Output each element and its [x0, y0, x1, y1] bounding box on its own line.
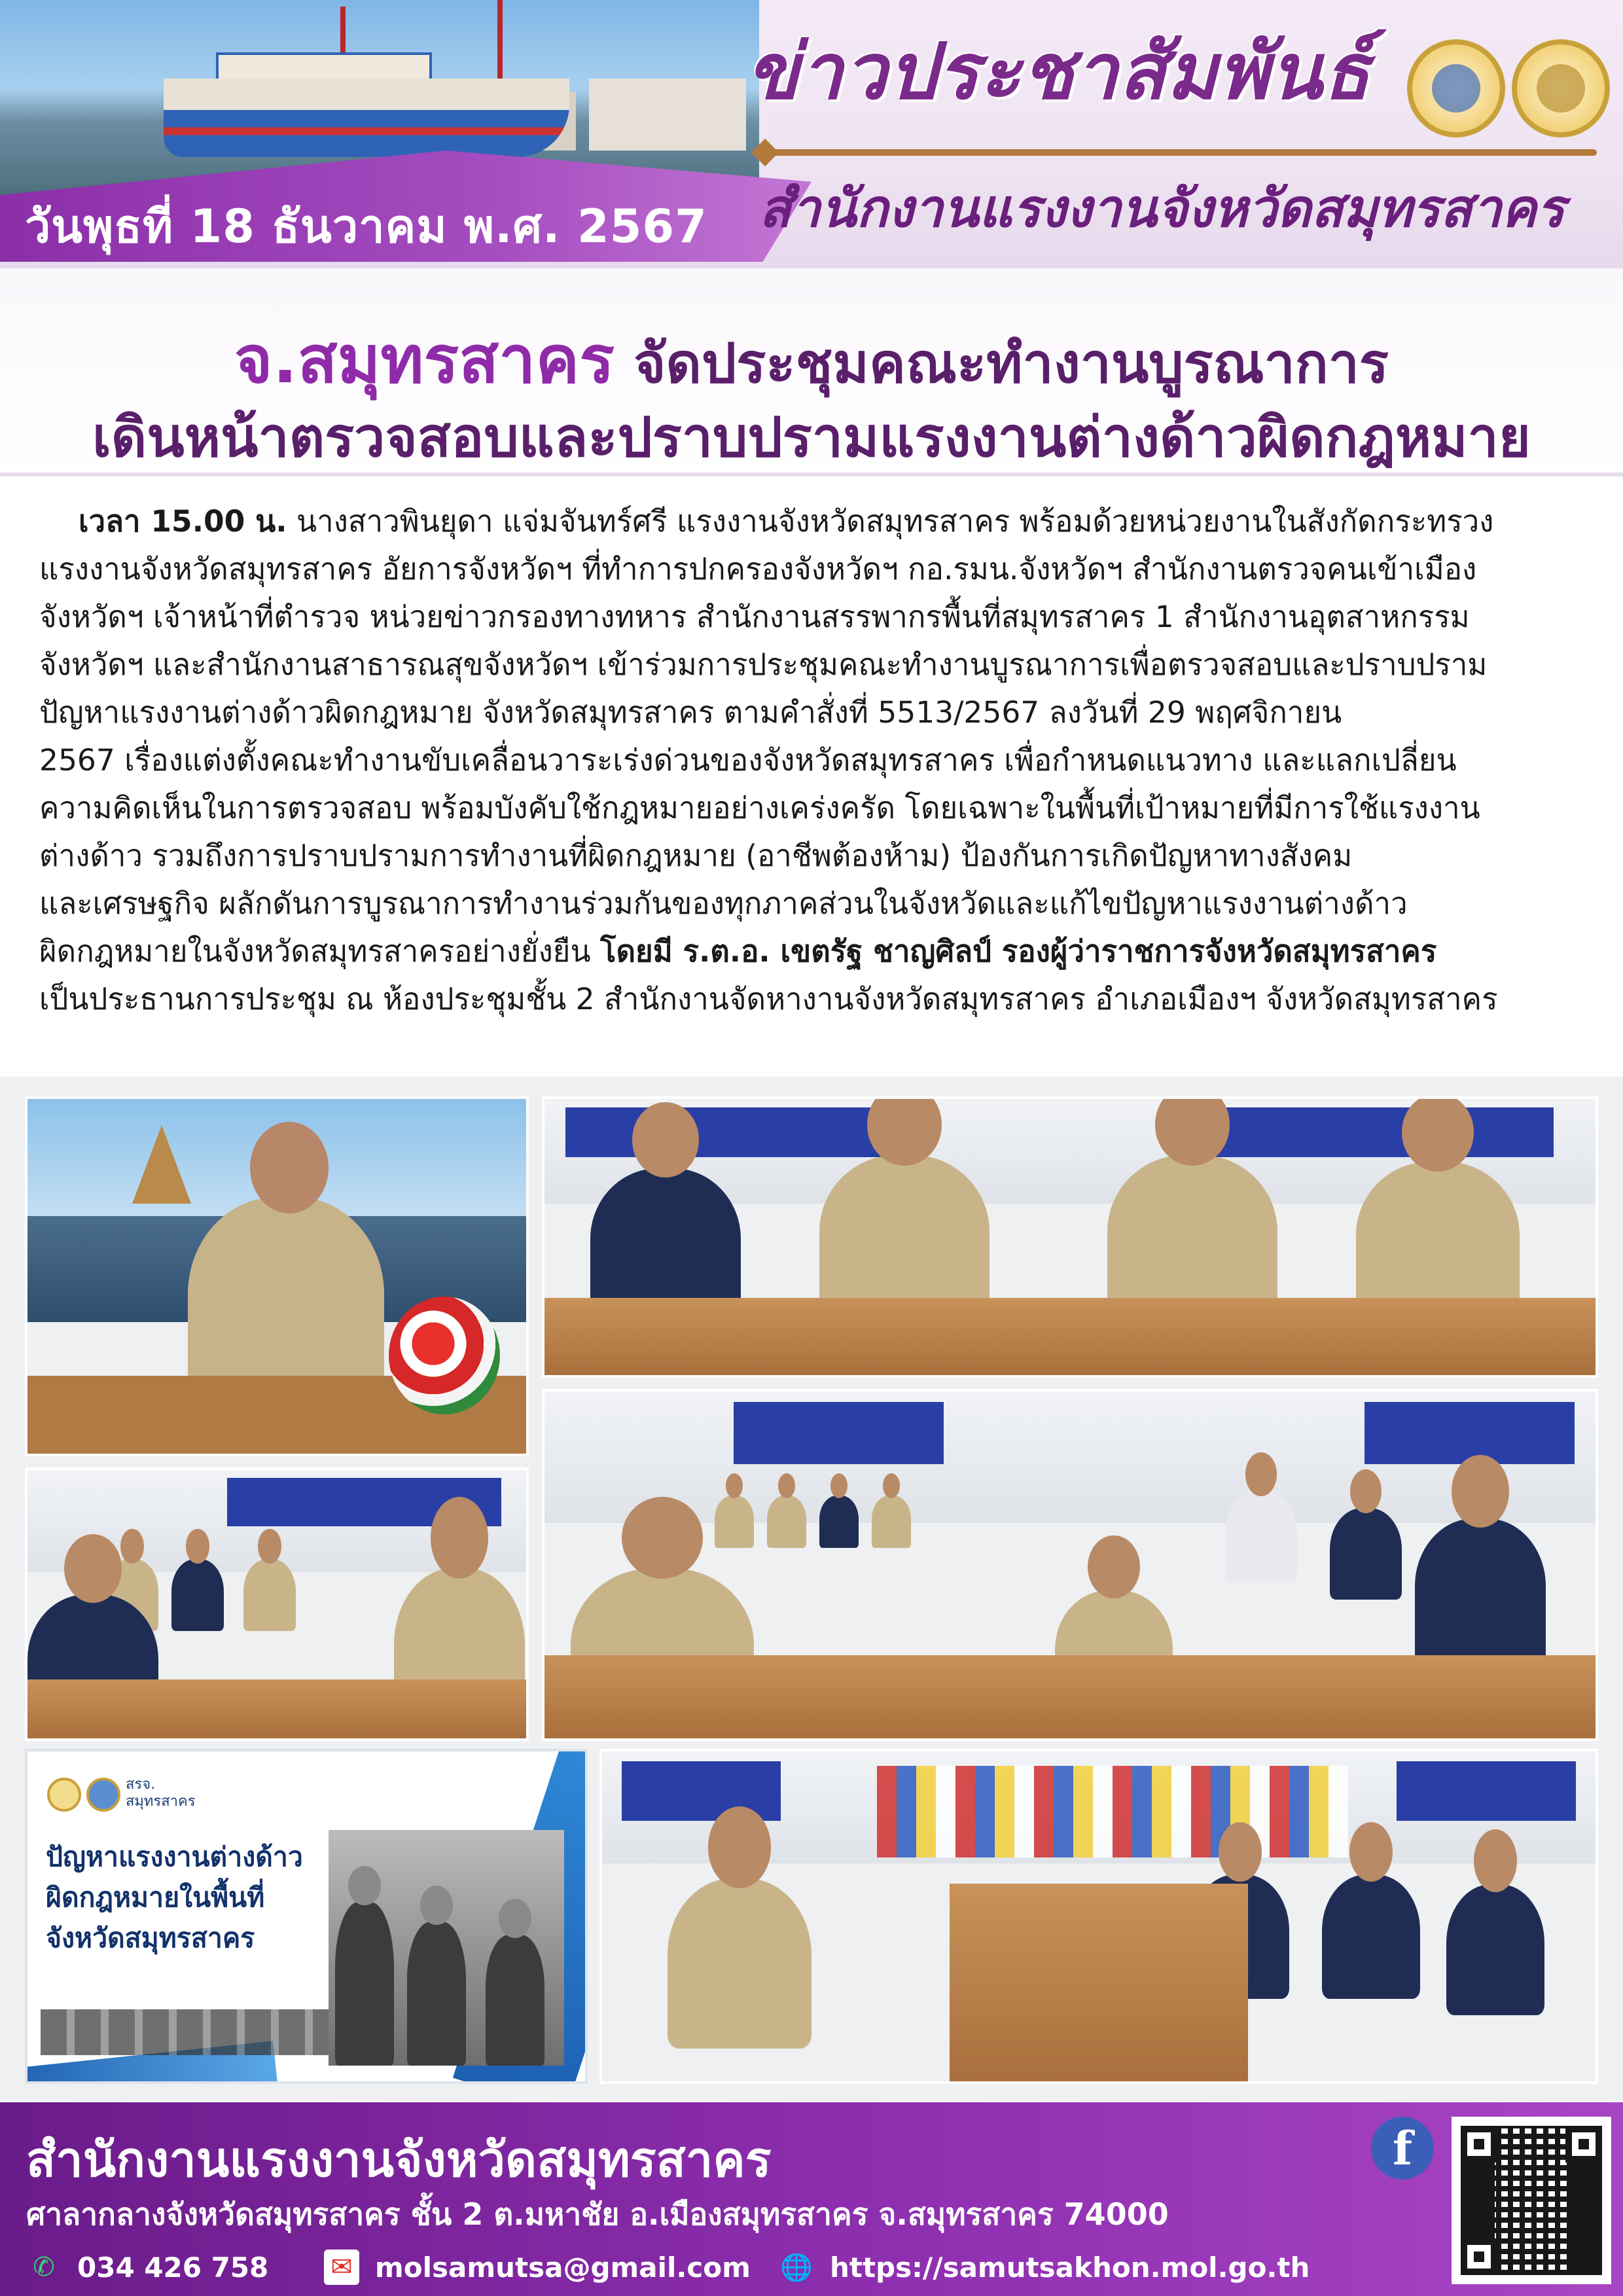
infographic-photo	[329, 1830, 564, 2066]
body-line: เป็นประธานการประชุม ณ ห้องประชุมชั้น 2 สำนักงานจัดหางานจังหวัดสมุทรสาคร อำเภอเมืองฯ จังหวัดสมุทรสาคร	[39, 982, 1498, 1016]
chairperson-name: โดยมี ร.ต.อ. เขตรัฐ ชาญศิลป์ รองผู้ว่าราชการจังหวัดสมุทรสาคร	[600, 934, 1437, 969]
department-seal-icon	[1407, 39, 1505, 137]
body-line: และเศรษฐกิจ ผลักดันการบูรณาการทำงานร่วมกันของทุกภาคส่วนในจังหวัดและแก้ไขปัญหาแรงงานต่างด้าว	[39, 886, 1408, 921]
photo-meeting-room-wide	[542, 1389, 1598, 1741]
website-link[interactable]: https://samutsakhon.mol.go.th	[830, 2251, 1310, 2284]
footer-email[interactable]	[324, 2248, 751, 2287]
body-lead-time: เวลา 15.00 น.	[79, 504, 287, 539]
body-line: ความคิดเห็นในการตรวจสอบ พร้อมบังคับใช้กฎหมายอย่างเคร่งครัด โดยเฉพาะในพื้นที่เป้าหมายที่มีการใช้แรงงาน	[39, 791, 1480, 825]
body-line: จังหวัดฯ เจ้าหน้าที่ตำรวจ หน่วยข่าวกรองทางทหาร สำนักงานสรรพากรพื้นที่สมุทรสาคร 1 สำนักงานอุตสาหกรรม	[39, 600, 1470, 634]
infographic-card	[25, 1749, 588, 2084]
facebook-icon[interactable]: f	[1371, 2117, 1434, 2179]
publish-date: วันพุธที่ 18 ธันวาคม พ.ศ. 2567	[25, 200, 707, 253]
body-line: แรงงานจังหวัดสมุทรสาคร อัยการจังหวัดฯ ที่ทำการปกครองจังหวัดฯ กอ.รมน.จังหวัดฯ สำนักงานตรวจคนเข้าเมือง	[39, 552, 1477, 586]
infographic-org	[126, 1776, 196, 1810]
department-seal-icon	[86, 1778, 120, 1812]
photo-meeting-side-view	[25, 1467, 529, 1741]
province-seal-icon	[47, 1778, 81, 1812]
header-divider	[759, 149, 1597, 156]
infographic-org-line: สรจ.	[126, 1776, 156, 1793]
body-line-text: นางสาวพินยุดา แจ่มจันทร์ศรี แรงงานจังหวัดสมุทรสาคร พร้อมด้วยหน่วยงานในสังกัดกระทรวง	[287, 504, 1494, 539]
office-subtitle: สำนักงานแรงงานจังหวัดสมุทรสาคร	[759, 178, 1565, 239]
infographic-title-line: ปัญหาแรงงานต่างด้าว	[46, 1841, 303, 1873]
body-line	[39, 497, 1584, 545]
infographic-org-line: สมุทรสาคร	[126, 1793, 196, 1810]
mail-icon: ✉	[324, 2250, 359, 2285]
headline-divider	[0, 473, 1623, 476]
infographic-title-line: ผิดกฎหมายในพื้นที่	[46, 1882, 265, 1913]
qr-code-icon[interactable]	[1452, 2117, 1611, 2284]
article-body	[39, 497, 1584, 1023]
infographic-crowd-photo	[41, 2009, 329, 2055]
headline-line-2: เดินหน้าตรวจสอบและปราบปรามแรงงานต่างด้าวผิดกฎหมาย	[92, 405, 1531, 469]
globe-icon: 🌐	[780, 2252, 813, 2283]
photo-chairperson-speaking	[25, 1096, 529, 1456]
body-line: จังหวัดฯ และสำนักงานสาธารณสุขจังหวัดฯ เข้าร่วมการประชุมคณะทำงานบูรณาการเพื่อตรวจสอบและปราบปราม	[39, 647, 1488, 682]
phone-number[interactable]: 034 426 758	[77, 2251, 269, 2284]
footer-org-name: สำนักงานแรงงานจังหวัดสมุทรสาคร	[26, 2132, 772, 2188]
footer-website[interactable]	[779, 2248, 1310, 2287]
infographic-title-line: จังหวัดสมุทรสาคร	[46, 1922, 255, 1954]
body-line: 2567 เรื่องแต่งตั้งคณะทำงานขับเคลื่อนวาระเร่งด่วนของจังหวัดสมุทรสาคร เพื่อกำหนดแนวทาง และแลกเปลี่ยน	[39, 743, 1457, 778]
phone-icon: ✆	[33, 2252, 55, 2282]
email-address[interactable]: molsamutsa@gmail.com	[375, 2251, 751, 2284]
body-line: ต่างด้าว รวมถึงการปราบปรามการทำงานที่ผิดกฎหมาย (อาชีพต้องห้าม) ป้องกันการเกิดปัญหาทางสังคม	[39, 838, 1353, 873]
headline-line-1-text: จัดประชุมคณะทำงานบูรณาการ	[614, 331, 1389, 395]
footer-address: ศาลากลางจังหวัดสมุทรสาคร ชั้น 2 ต.มหาชัย อ.เมืองสมุทรสาคร จ.สมุทรสาคร 74000	[26, 2197, 1169, 2232]
infographic-title	[46, 1837, 334, 1958]
photo-meeting-long-table	[599, 1749, 1598, 2084]
province-seal-icon	[1512, 39, 1610, 137]
photo-officials-at-table	[542, 1096, 1598, 1378]
headline	[0, 268, 1623, 478]
body-line: ปัญหาแรงงานต่างด้าวผิดกฎหมาย จังหวัดสมุทรสาคร ตามคำสั่งที่ 5513/2567 ลงวันที่ 29 พฤศจิกายน	[39, 695, 1342, 730]
footer-phone[interactable]	[26, 2248, 268, 2287]
header-banner	[0, 0, 1623, 268]
headline-accent: จ.สมุทรสาคร	[234, 321, 615, 398]
page-title: ข่าวประชาสัมพันธ์	[746, 26, 1371, 117]
footer	[0, 2102, 1623, 2296]
body-line-text: ผิดกฎหมายในจังหวัดสมุทรสาครอย่างยั่งยืน	[39, 934, 601, 969]
body-line	[39, 927, 1584, 975]
